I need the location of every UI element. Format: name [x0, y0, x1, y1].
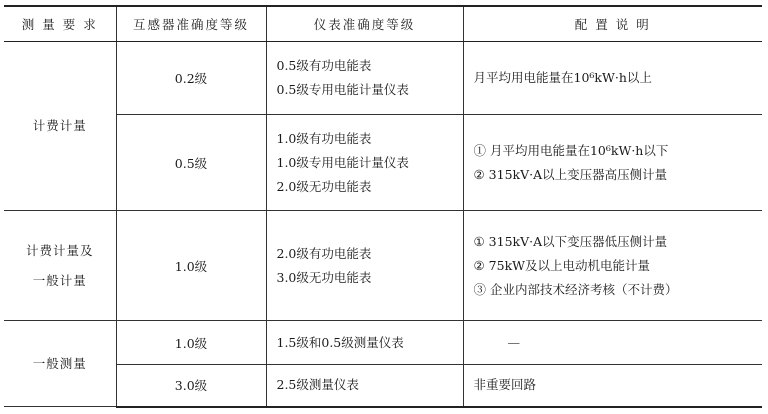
meter-grade-cell [266, 365, 463, 407]
meter-item: 3.0级无功电能表 [276, 269, 372, 285]
note-item: 月平均用电能量在10⁶kW·h以上 [473, 70, 652, 85]
ct-grade-cell: 1.0级 [116, 211, 266, 321]
requirement-cell [4, 211, 116, 321]
note-item: ② 75kW及以上电动机电能计量 [473, 257, 651, 273]
meter-grade-cell [266, 321, 463, 365]
notes-cell [463, 42, 762, 115]
notes-cell [463, 365, 762, 407]
meter-item: 1.0级有功电能表 [276, 130, 372, 146]
requirement-label: 计费计量及 [25, 242, 94, 258]
ct-grade-cell: 1.0级 [116, 321, 266, 365]
header-meter-grade: 仪表准确度等级 [266, 6, 463, 42]
note-item: ① 315kV·A以下变压器低压侧计量 [473, 233, 668, 249]
meter-item: 0.5级有功电能表 [276, 58, 372, 73]
header-row [4, 6, 762, 42]
table-row [4, 211, 762, 321]
table-row [4, 115, 762, 211]
note-item: ③ 企业内部技术经济考核（不计费） [473, 281, 678, 297]
requirement-label: 一般测量 [32, 355, 87, 371]
requirement-cell [4, 321, 116, 407]
metering-config-table [4, 5, 762, 408]
meter-grade-cell [266, 211, 463, 321]
header-notes: 配 置 说 明 [463, 6, 762, 42]
requirement-cell [4, 42, 116, 211]
header-requirement: 测 量 要 求 [4, 6, 116, 42]
table-row [4, 365, 762, 407]
ct-grade-cell: 0.2级 [116, 42, 266, 115]
table-row [4, 42, 762, 115]
ct-grade-cell: 0.5级 [116, 115, 266, 211]
meter-item: 2.5级测量仪表 [276, 377, 359, 393]
header-ct-grade: 互感器准确度等级 [116, 6, 266, 42]
notes-cell [463, 115, 762, 211]
requirement-label: 计费计量 [32, 118, 87, 133]
table-row [4, 321, 762, 365]
requirement-label: 一般计量 [32, 272, 87, 288]
note-item: ② 315kV·A以上变压器高压侧计量 [473, 166, 668, 182]
note-item: ① 月平均用电能量在10⁶kW·h以下 [473, 142, 669, 158]
notes-cell [463, 321, 762, 365]
meter-grade-cell [266, 42, 463, 115]
meter-item: 1.0级专用电能计量仪表 [276, 154, 409, 170]
ct-grade-cell: 3.0级 [116, 365, 266, 407]
meter-grade-cell [266, 115, 463, 211]
notes-cell [463, 211, 762, 321]
meter-item: 2.0级无功电能表 [276, 178, 372, 194]
note-item: — [507, 334, 520, 350]
meter-item: 1.5级和0.5级测量仪表 [276, 334, 404, 350]
meter-item: 0.5级专用电能计量仪表 [276, 82, 409, 97]
note-item: 非重要回路 [473, 377, 537, 393]
meter-item: 2.0级有功电能表 [276, 245, 372, 261]
